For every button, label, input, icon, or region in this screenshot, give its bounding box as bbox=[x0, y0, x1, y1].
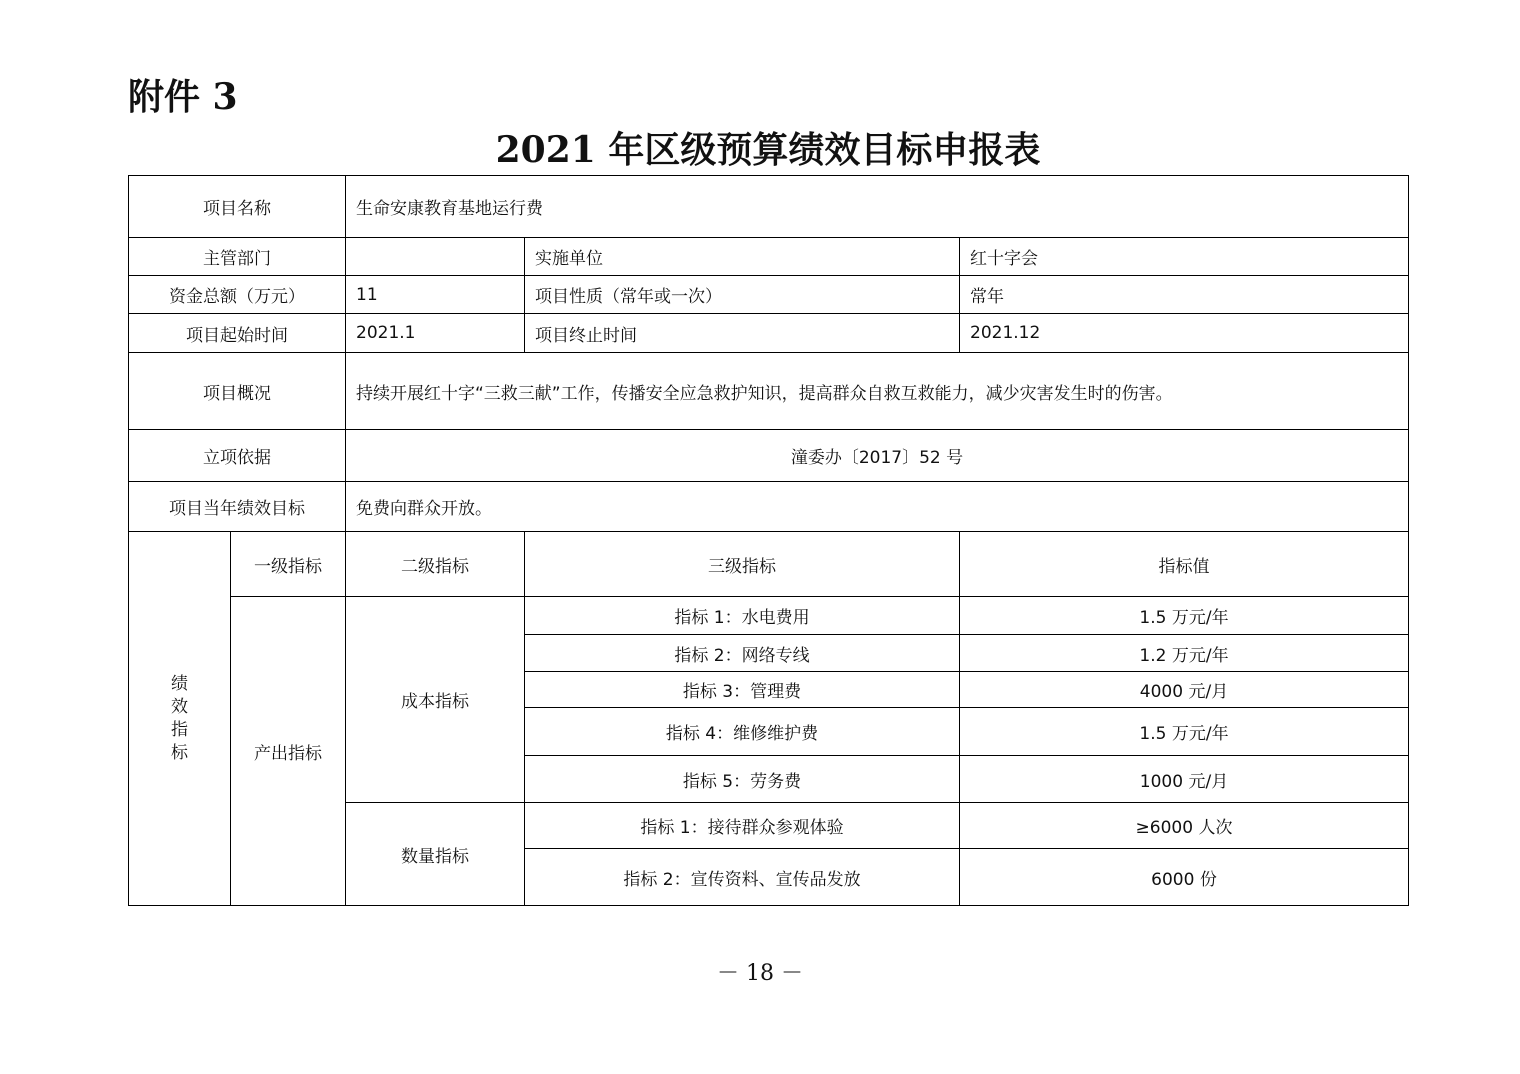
indicator-value: 1.5 万元/年 bbox=[960, 597, 1409, 635]
page-number: － 18 － bbox=[717, 961, 803, 986]
header-level1: 一级指标 bbox=[231, 532, 346, 597]
cost-row-1 bbox=[129, 597, 1409, 635]
indicator-name: 指标 2：宣传资料、宣传品发放 bbox=[525, 849, 960, 906]
goal-value: 免费向群众开放。 bbox=[346, 482, 1409, 532]
basis-row bbox=[129, 430, 1409, 482]
quantity-indicator-label: 数量指标 bbox=[346, 803, 525, 906]
dept-value bbox=[346, 238, 525, 276]
nature-value: 常年 bbox=[960, 276, 1409, 314]
project-name-label: 项目名称 bbox=[129, 176, 346, 238]
fund-value: 11 bbox=[346, 276, 525, 314]
indicator-name: 指标 4：维修维护费 bbox=[525, 708, 960, 756]
section-char: 标 bbox=[171, 742, 188, 763]
header-level2: 二级指标 bbox=[346, 532, 525, 597]
indicator-name: 指标 2：网络专线 bbox=[525, 635, 960, 672]
section-char: 指 bbox=[171, 719, 188, 740]
end-label: 项目终止时间 bbox=[525, 314, 960, 353]
project-name-row bbox=[129, 176, 1409, 238]
fund-label: 资金总额（万元） bbox=[129, 276, 346, 314]
fund-row bbox=[129, 276, 1409, 314]
performance-indicator-section-label bbox=[129, 532, 231, 906]
goal-label: 项目当年绩效目标 bbox=[129, 482, 346, 532]
budget-performance-form bbox=[128, 175, 1409, 906]
start-label: 项目起始时间 bbox=[129, 314, 346, 353]
end-value: 2021.12 bbox=[960, 314, 1409, 353]
form-title: 2021 年区级预算绩效目标申报表 bbox=[495, 129, 1041, 171]
header-level3: 三级指标 bbox=[525, 532, 960, 597]
indicator-value: 6000 份 bbox=[960, 849, 1409, 906]
cost-indicator-label: 成本指标 bbox=[346, 597, 525, 803]
indicator-name: 指标 5：劳务费 bbox=[525, 756, 960, 803]
overview-row bbox=[129, 353, 1409, 430]
header-value: 指标值 bbox=[960, 532, 1409, 597]
basis-value: 潼委办〔2017〕52 号 bbox=[346, 430, 1409, 482]
basis-label: 立项依据 bbox=[129, 430, 346, 482]
nature-label: 项目性质（常年或一次） bbox=[525, 276, 960, 314]
indicator-value: 1.5 万元/年 bbox=[960, 708, 1409, 756]
impl-value: 红十字会 bbox=[960, 238, 1409, 276]
indicator-value: 1.2 万元/年 bbox=[960, 635, 1409, 672]
project-name-value: 生命安康教育基地运行费 bbox=[346, 176, 1409, 238]
goal-row bbox=[129, 482, 1409, 532]
indicator-name: 指标 1：水电费用 bbox=[525, 597, 960, 635]
section-char: 绩 bbox=[171, 673, 188, 694]
indicator-header-row bbox=[129, 532, 1409, 597]
overview-value: 持续开展红十字“三救三献”工作，传播安全应急救护知识，提高群众自救互救能力，减少灾害发生时的伤害。 bbox=[346, 353, 1409, 430]
indicator-value: 1000 元/月 bbox=[960, 756, 1409, 803]
indicator-name: 指标 1：接待群众参观体验 bbox=[525, 803, 960, 849]
attachment-label: 附件 3 bbox=[128, 76, 238, 118]
start-value: 2021.1 bbox=[346, 314, 525, 353]
indicator-value: 4000 元/月 bbox=[960, 672, 1409, 708]
department-row bbox=[129, 238, 1409, 276]
section-char: 效 bbox=[171, 696, 188, 717]
output-indicator-label: 产出指标 bbox=[231, 597, 346, 906]
time-row bbox=[129, 314, 1409, 353]
dept-label: 主管部门 bbox=[129, 238, 346, 276]
indicator-value: ≥6000 人次 bbox=[960, 803, 1409, 849]
indicator-name: 指标 3：管理费 bbox=[525, 672, 960, 708]
overview-label: 项目概况 bbox=[129, 353, 346, 430]
impl-label: 实施单位 bbox=[525, 238, 960, 276]
